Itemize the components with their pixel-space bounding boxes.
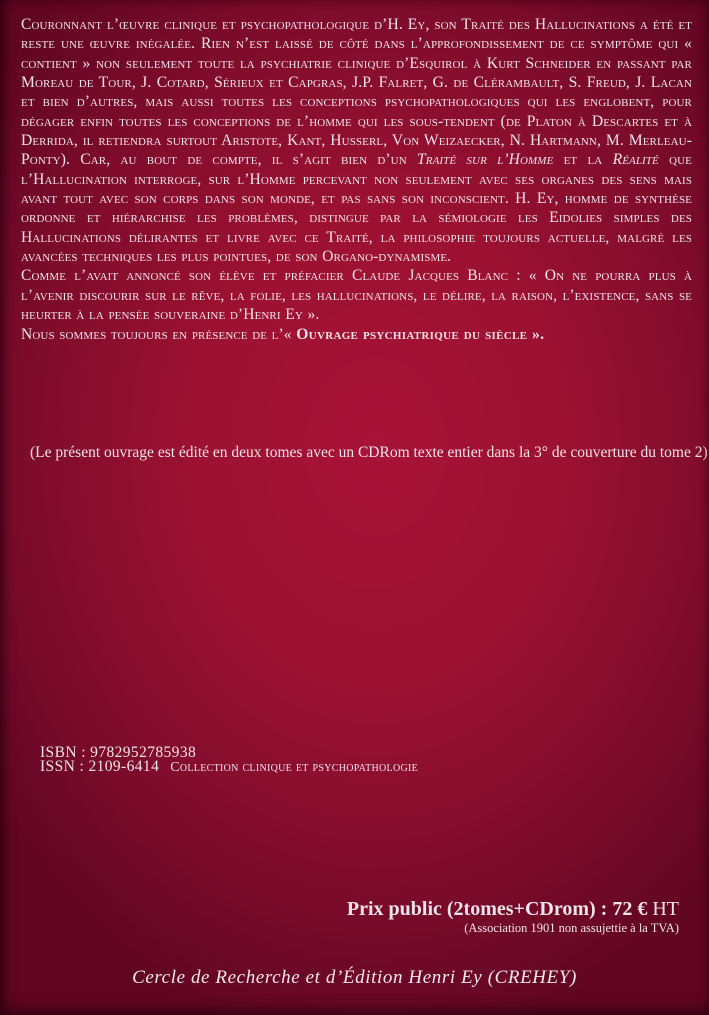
isbn-value: ISBN : 9782952785938: [40, 744, 197, 761]
price-main: Prix public (2tomes+CDrom) : 72 €: [346, 898, 648, 920]
issn-value: ISSN : 2109-6414: [40, 757, 160, 775]
collection-name: Collection clinique et psychopathologie: [170, 759, 419, 775]
synopsis-paragraph-2: Comme l’avait annoncé son élève et préfacier Claude Jacques Blanc : « On ne pourra plus à l’avenir discourir sur le rêve, la folie, les hallucinations, le délire, la raison, l’existence, sans se heurter à la pensée souveraine d’Henri Ey ».: [21, 267, 692, 324]
price-tax-note: (Association 1901 non assujettie à la TVA): [464, 921, 679, 935]
synopsis-text: et la: [553, 151, 613, 169]
synopsis-text: Couronnant l’œuvre clinique et psychopathologique d’H. Ey, son Traité des Hallucinations a été et reste une œuvre inégalée. Rien n’est laissé de côté dans l’approfondissement de ce symptôme qui « contient » non seulement toute la psychiatrie clinique d’Esquirol à Kurt Schneider en passant par Moreau de Tour, J. Cotard, Sérieux et Capgras, J.P. Falret, G. de Clérambault, S. Freud, J. Lacan et bien d’autres, mais aussi toutes les conceptions psychopathologiques qui les englobent, pour dégager enfin toutes les conceptions de l’homme qui les sous-tendent (de Platon à Descartes et à Derrida, il retiendra surtout Aristote, Kant, Husserl, Von Weizaecker, N. Hartmann, M. Merleau-Ponty). Car, au bout de compte, il s’agit bien d’un: [21, 16, 692, 169]
synopsis-text: Nous sommes toujours en présence de l’«: [21, 325, 297, 343]
price-line: [347, 898, 679, 920]
synopsis-text: que l’Hallucination interroge, sur l’Homme percevant non seulement avec ses organes des sens mais avant tout avec son corps dans son monde, et pas sans son inconscient. H. Ey, homme de synthèse ordonne et hiérarchise les problèmes, distingue par la sémiologie les Eidolies simples des Hallucinations délirantes et livre avec ce Traité, la philosophie toujours actuelle, malgré les avancées techniques les plus pointues, de son Organo-dynamisme.: [21, 151, 692, 266]
edition-note: (Le présent ouvrage est édité en deux tomes avec un CDRom texte entier dans la 3° de couverture du tome 2): [30, 444, 708, 461]
synopsis: [21, 15, 692, 344]
synopsis-paragraph-1: [21, 15, 692, 266]
publisher-line: Cercle de Recherche et d’Édition Henri Ey (CREHEY): [132, 967, 577, 988]
italic-title-realite: Réalité: [612, 151, 659, 169]
price-tax-suffix: HT: [647, 898, 679, 920]
identifiers-block: [40, 746, 418, 774]
italic-title-traite-sur-l-homme: Traité sur l’Homme: [417, 151, 554, 169]
bold-phrase-ouvrage-psychiatrique: Ouvrage psychiatrique du siècle ».: [296, 325, 545, 343]
synopsis-paragraph-3: [21, 325, 692, 344]
price-block: [347, 898, 679, 935]
issn-line: [40, 757, 419, 775]
